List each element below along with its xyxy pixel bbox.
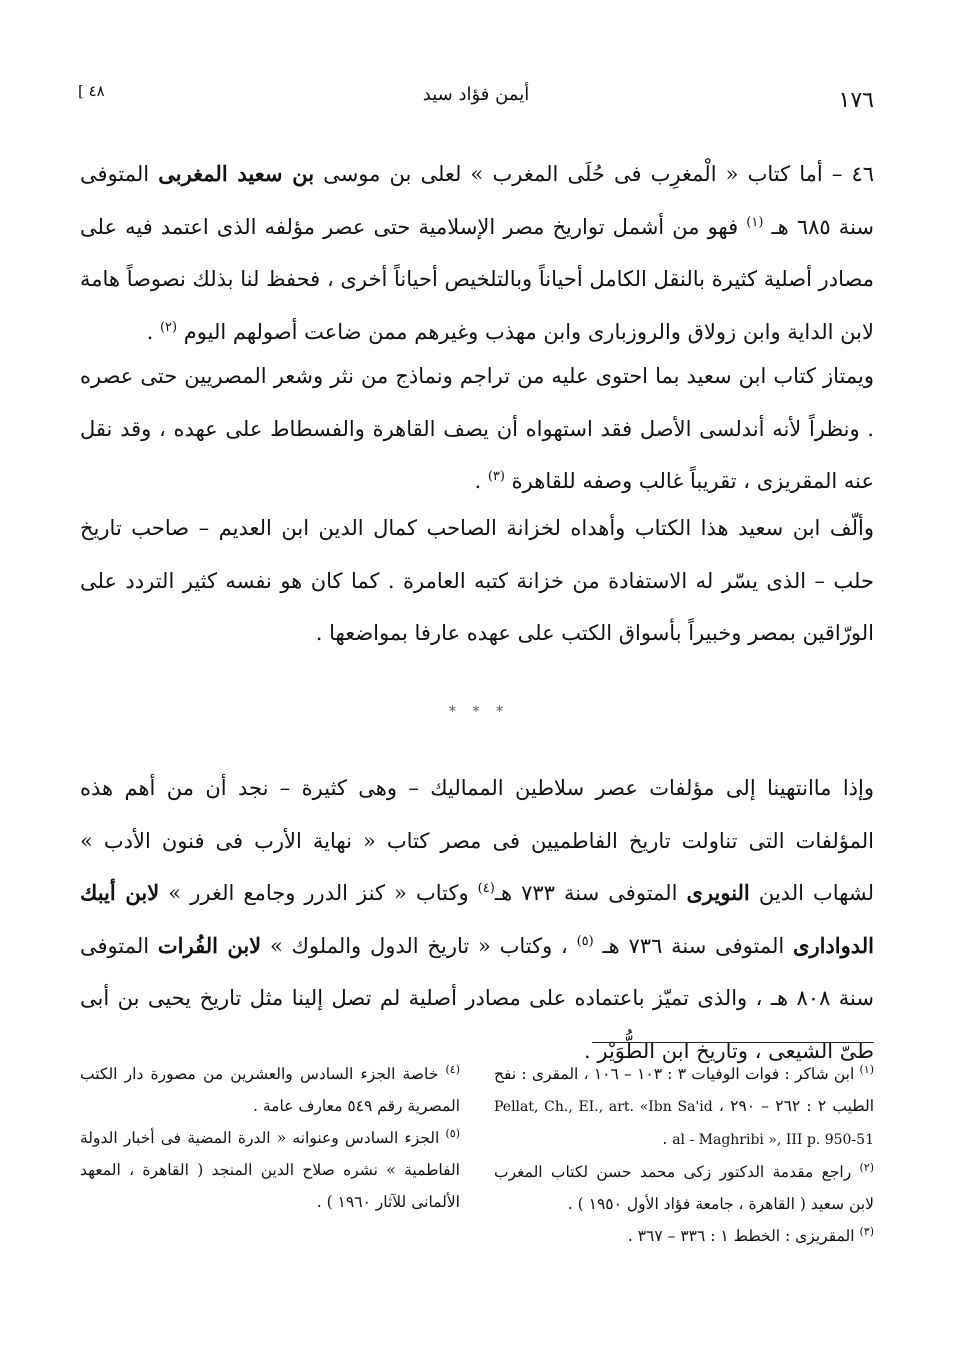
paragraph-text: وكتاب « كنز الدرر وجامع الغرر » bbox=[159, 881, 478, 905]
page-number: ١٧٦ bbox=[838, 88, 874, 113]
paragraph-text: المتوفى سنة ٦٨٥ هـ bbox=[80, 162, 875, 239]
author-name-bold: بن سعيد المغربى bbox=[158, 161, 315, 186]
footnote-marker: (١) bbox=[746, 214, 764, 230]
paragraph-mamluk bbox=[80, 762, 874, 1077]
footnote-number: (٥) bbox=[445, 1126, 460, 1140]
footnote-number: (٤) bbox=[445, 1062, 460, 1076]
footnote-number: (٢) bbox=[859, 1160, 874, 1174]
footnote-rule bbox=[592, 1042, 874, 1043]
paragraph-text: ، وكتاب « تاريخ الدول والملوك » bbox=[261, 933, 577, 958]
running-title: أيمن فؤاد سيد bbox=[422, 84, 530, 105]
footnote-4 bbox=[80, 1058, 460, 1122]
paragraph-46 bbox=[80, 148, 874, 358]
footnote-5 bbox=[80, 1122, 460, 1218]
footnote-number: (١) bbox=[859, 1062, 875, 1076]
author-name-bold: النويرى bbox=[686, 880, 750, 905]
paragraph-text: وإذا ماانتهينا إلى مؤلفات عصر سلاطين المماليك – وهى كثيرة – نجد أن من أهم هذه المؤلفات التى تناولت تاريخ الفاطميين فى مصر كتاب « نهاية الأرب فى فنون الأدب » لشهاب الدين bbox=[80, 776, 874, 905]
footnote-number: (٣) bbox=[859, 1224, 874, 1238]
running-header bbox=[78, 82, 874, 112]
footnote-text: المقريزى : الخطط ١ : ٣٣٦ – ٣٦٧ . bbox=[627, 1227, 860, 1245]
author-name-bold: لابن الفُرات bbox=[157, 932, 262, 958]
footnote-text: ابن شاكر : فوات الوفيات ٣ : ١٠٣ – ١٠٦ ، المقرى : نفح الطيب ٢ : ٢٦٢ – ٢٩٠ ، bbox=[494, 1065, 875, 1115]
footnote-marker: (٢) bbox=[159, 319, 178, 335]
paragraph-text: فهو من أشمل تواريخ مصر الإسلامية حتى عصر مؤلفه الذى اعتمد فيه على مصادر أصلية كثيرة بالنقل الكامل أحياناً وبالتلخيص أحياناً أخرى ، فحفظ لنا بذلك نصوصاً هامة لابن الداية وابن زولاق والروزبارى وابن مهذب وغيرهم ممن ضاعت أصولهم اليوم bbox=[80, 214, 874, 344]
paragraph-text: المتوفى سنة ٧٣٣ هـ bbox=[494, 881, 687, 905]
footnote-marker: (٣) bbox=[487, 469, 505, 484]
paragraph-text: المتوفى سنة ٨٠٨ هـ ، والذى تميّز باعتماده على مصادر أصلية لم تصل إلينا مثل تاريخ يحيى بن أبى طىّ الشيعى ، وتاريخ ابن الطُّوَيْر . bbox=[80, 933, 874, 1063]
author-name-bold: لابن أيبك الدوادارى bbox=[80, 880, 875, 958]
section-reference: [ ٤٨ bbox=[78, 82, 105, 100]
footnotes-column-right bbox=[494, 1058, 874, 1252]
footnote-text: خاصة الجزء السادس والعشرين من مصورة دار الكتب المصرية رقم ٥٤٩ معارف عامة . bbox=[80, 1065, 460, 1115]
footnote-text: . bbox=[662, 1130, 673, 1148]
paragraph-text: . bbox=[146, 319, 160, 344]
footnote-marker: (٥) bbox=[576, 933, 594, 949]
paragraph-text: وألّف ابن سعيد هذا الكتاب وأهداه لخزانة الصاحب كمال الدين ابن العديم – صاحب تاريخ حلب – الذى يسّر له الاستفادة من خزانة كتبه العامرة . كما كان هو نفسه كثير التردد على الورّاقين بمصر وخبيراً بأسواق الكتب على عهده عارفا بمواضعها . bbox=[80, 516, 874, 645]
footnote-2 bbox=[494, 1156, 874, 1220]
footnote-1 bbox=[494, 1058, 874, 1156]
footnote-3 bbox=[494, 1220, 874, 1252]
footnote-marker: (٤) bbox=[477, 881, 495, 896]
footnote-text: راجع مقدمة الدكتور زكى محمد حسن لكتاب المغرب لابن سعيد ( القاهرة ، جامعة فؤاد الأول ١٩٥٠ ) . bbox=[494, 1163, 874, 1213]
paragraph-ibn-said bbox=[80, 350, 874, 508]
footnote-text: الجزء السادس وعنوانه « الدرة المضية فى أخبار الدولة الفاطمية » نشره صلاح الدين المنجد ( القاهرة ، المعهد الألمانى للآثار ١٩٦٠ ) . bbox=[80, 1129, 460, 1211]
paragraph-text: المتوفى سنة ٧٣٦ هـ bbox=[593, 933, 794, 958]
paragraph-text: ويمتاز كتاب ابن سعيد بما احتوى عليه من تراجم ونماذج من نثر وشعر المصريين حتى عصره . ونظراً لأنه أندلسى الأصل فقد استهواه أن يصف القاهرة والفسطاط على عهده ، وقد نقل عنه المقريزى ، تقريباً غالب وصفه للقاهرة bbox=[80, 364, 874, 493]
paragraph-dedication bbox=[80, 502, 874, 660]
paragraph-text: ٤٦ – أما كتاب « الْمغرِب فى حُلَى المغرب » لعلى بن موسى bbox=[314, 162, 874, 186]
footnote-latin-citation: Pellat, Ch., EI., art. «Ibn Sa'id al - Maghribi », III p. 950-51 bbox=[494, 1099, 874, 1148]
section-separator: * * * bbox=[449, 704, 509, 720]
footnotes bbox=[80, 1058, 874, 1258]
footnotes-column-left bbox=[80, 1058, 460, 1218]
paragraph-text: . bbox=[474, 469, 488, 493]
